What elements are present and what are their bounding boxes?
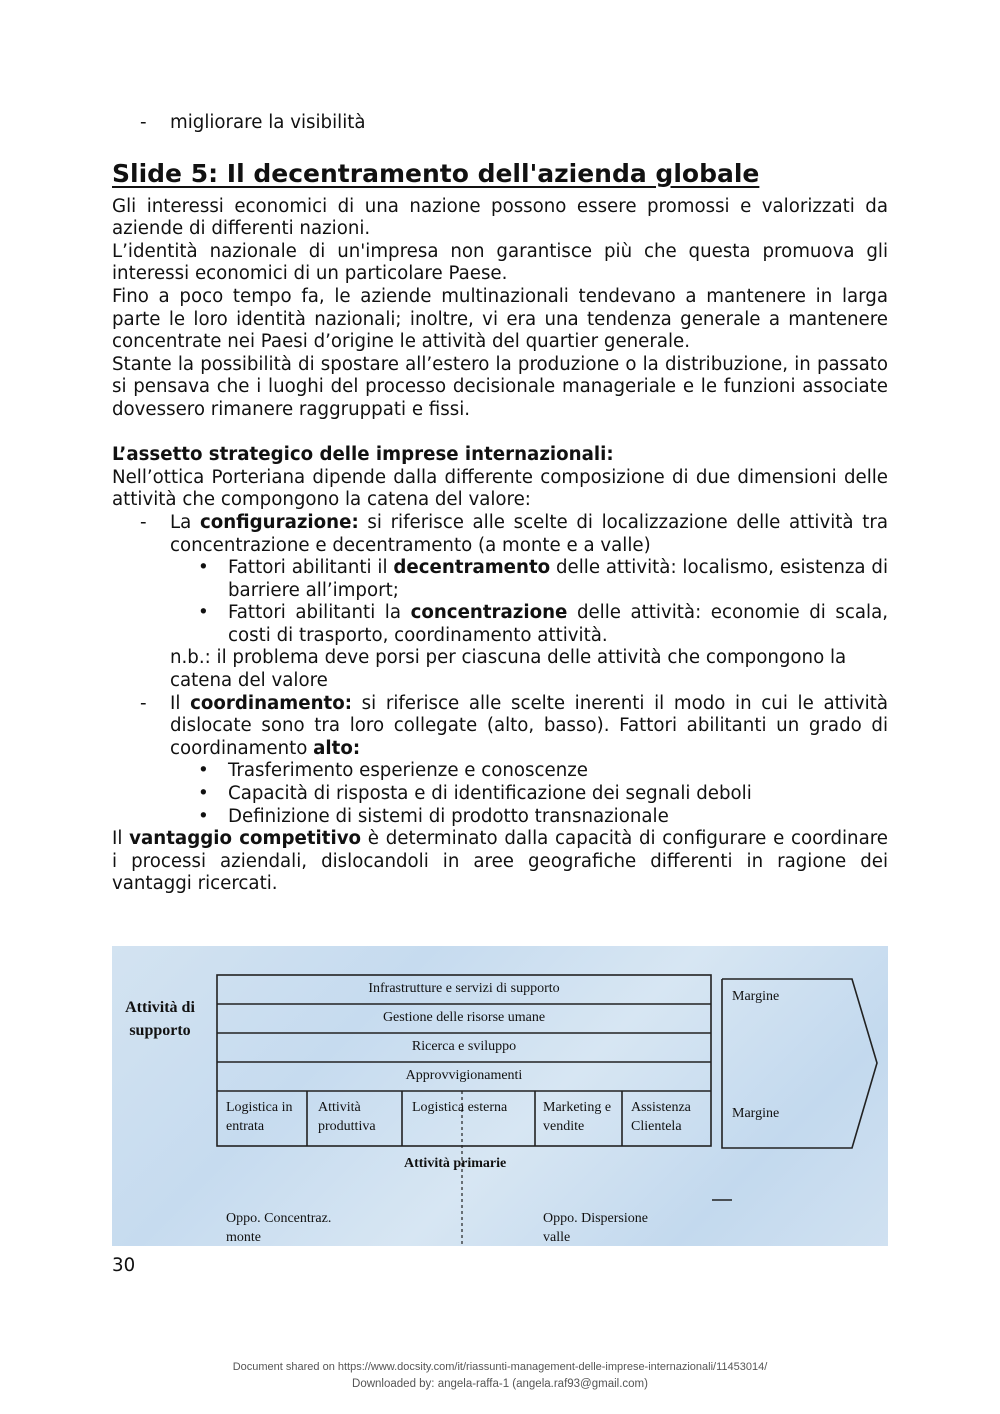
section-title: Slide 5: Il decentramento dell'azienda globale (112, 158, 760, 188)
bottom-right-label: Oppo. Dispersione valle (543, 1211, 648, 1245)
subheading: L’assetto strategico delle imprese internazionali: (112, 444, 614, 466)
primary-activity: Logistica esterna (412, 1100, 508, 1115)
bullet-dot: • (198, 602, 209, 624)
support-row: Gestione delle risorse umane (382, 1010, 546, 1025)
intro-paragraph: Stante la possibilità di spostare all’estero la produzione o la distribuzione, in passato si pensava che i luoghi del processo decisionale manageriale e le funzioni associate dovessero rimanere raggruppati e fissi. (112, 353, 888, 420)
conclusion-paragraph: Il vantaggio competitivo è determinato dalla capacità di configurare e coordinare i processi aziendali, dislocandoli in aree geografiche differenti in ragione dei vantaggi ricercati. (112, 828, 888, 895)
footer-downloaded: Downloaded by: angela-raffa-1 (angela.raf93@gmail.com) (352, 1378, 648, 1390)
bullet-dot: • (198, 805, 209, 827)
page-number: 30 (112, 1255, 136, 1276)
dash-marker: - (140, 112, 147, 133)
value-chain-diagram (112, 946, 888, 1246)
primary-activities-label: Attività primarie (404, 1156, 507, 1171)
intro-paragraph: L’identità nazionale di un'impresa non garantisce più che questa promuova gli interessi economici di un particolare Paese. (112, 240, 888, 285)
concentrazione-bullet: • Fattori abilitanti la concentrazione delle attività: economie di scala, costi di trasporto, coordinamento attività. (198, 602, 888, 646)
bottom-left-label: Oppo. Concentraz. monte (226, 1211, 332, 1245)
support-activities-label: Attività di supporto (125, 999, 195, 1039)
margin-label: Margine (732, 1106, 780, 1121)
support-row: Infrastrutture e servizi di supporto (368, 981, 560, 996)
document-body (112, 112, 888, 896)
dash-marker: - (140, 692, 147, 714)
coordinamento-bullet: • Definizione di sistemi di prodotto transnazionale (198, 805, 669, 827)
configurazione-item: - La configurazione: si riferisce alle scelte di localizzazione delle attività tra concentrazione e decentramento (a monte e a valle) (140, 511, 888, 556)
intro-paragraph: Fino a poco tempo fa, le aziende multinazionali tendevano a mantenere in larga parte le loro identità nazionali; inoltre, vi era una tendenza generale a mantenere concentrate nei Paesi d’origine le attività del quartier generale. (112, 285, 888, 353)
bullet-dot: • (198, 783, 209, 805)
bullet-dot: • (198, 557, 209, 579)
coordinamento-bullet: • Trasferimento esperienze e conoscenze (198, 760, 588, 782)
decentramento-bullet: • Fattori abilitanti il decentramento delle attività: localismo, esistenza di barriere all’import; (198, 557, 888, 601)
primary-activity: Attività produttiva (318, 1100, 376, 1134)
coordinamento-item: - Il coordinamento: si riferisce alle scelte inerenti il modo in cui le attività dislocate sono tra loro collegate (alto, basso). Fattori abilitanti un grado di coordinamento alto: (140, 692, 889, 759)
margin-label: Margine (732, 989, 780, 1004)
support-row: Approvvigionamenti (405, 1068, 523, 1083)
support-row: Ricerca e sviluppo (411, 1039, 517, 1054)
footer-shared: Document shared on https://www.docsity.com/it/riassunti-management-delle-imprese-internazionali/11453014/ (232, 1361, 768, 1373)
dash-marker: - (140, 511, 147, 533)
top-bullet-text: migliorare la visibilità (170, 112, 366, 133)
intro-paragraph: Gli interessi economici di una nazione possono essere promossi e valorizzati da aziende di differenti nazioni. (112, 195, 888, 240)
primary-activity: Marketing e vendite (543, 1100, 612, 1134)
nb-note: n.b.: il problema deve porsi per ciascuna delle attività che compongono la catena del valore (170, 647, 847, 692)
top-bullet (112, 112, 888, 135)
primary-activity: Assistenza Clientela (631, 1100, 691, 1134)
subheading-intro: Nell’ottica Porteriana dipende dalla differente composizione di due dimensioni delle attività che compongono la catena del valore: (112, 466, 888, 511)
coordinamento-bullet: • Capacità di risposta e di identificazione dei segnali deboli (198, 783, 752, 805)
primary-activity: Logistica in entrata (226, 1100, 293, 1134)
bullet-dot: • (198, 760, 209, 782)
